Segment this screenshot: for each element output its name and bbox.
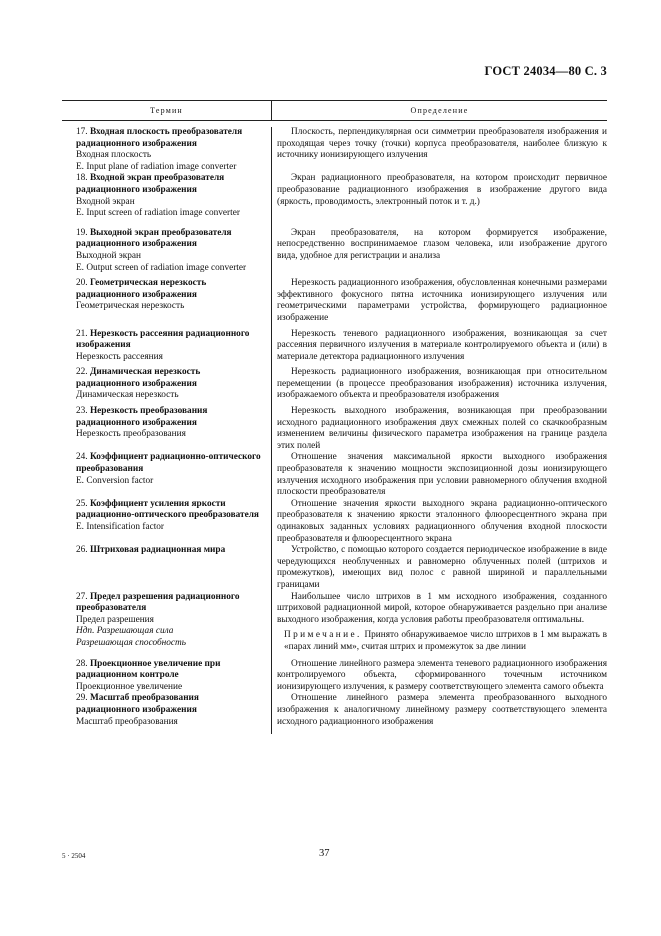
term-number: 18.	[76, 173, 88, 184]
definition-text: Нерезкость теневого радиационного изображения, возникающая за счет рассеяния первичного излучения в материале контролируемого объекта и (или) в материале детектора радиационного излучения	[277, 328, 607, 362]
definition-note	[277, 630, 607, 653]
term-name: Входная плоскость преобразователя радиационного изображения	[76, 127, 243, 149]
table-row	[62, 367, 607, 402]
term-cell	[62, 329, 271, 364]
definition-cell	[271, 693, 607, 728]
term-number: 21.	[76, 328, 88, 339]
note-text: Принято обнаруживаемое число штрихов в 1 мм выражать в «парах линий мм», считая штрих и промежуток за две линии	[284, 630, 607, 652]
term-english: E. Conversion factor	[76, 475, 154, 486]
table-body	[62, 127, 607, 728]
page-number: 37	[319, 848, 330, 859]
table-row	[62, 659, 607, 694]
definition-text: Устройство, с помощью которого создается периодическое изображение в виде чередующихся необлученных и равномерно облученных полей (штрихов и промежутков), имеющих вид полос с равной шириной и параллельными границами	[277, 545, 607, 590]
table-row	[62, 693, 607, 728]
term-name: Входной экран преобразователя радиационного изображения	[76, 173, 225, 195]
term-english: E. Input screen of radiation image converter	[76, 208, 240, 219]
definition-text: Отношение линейного размера элемента преобразованного выходного изображения к аналогичному линейному размеру соответствующего элемента исходного радиационного изображения	[277, 693, 607, 727]
document-reference: ГОСТ 24034—80 С. 3	[484, 64, 607, 78]
term-english: E. Intensification factor	[76, 522, 165, 532]
term-cell	[62, 659, 271, 694]
note-label: Примечание.	[284, 630, 362, 641]
term-cell	[62, 367, 271, 402]
term-name: Нерезкость преобразования радиационного изображения	[76, 406, 208, 428]
term-cell	[62, 592, 271, 654]
term-cell	[62, 693, 271, 728]
term-number: 17.	[76, 127, 88, 137]
term-deprecated-synonym: Разрешающая способность	[76, 637, 186, 648]
term-number: 19.	[76, 227, 88, 238]
table-row	[62, 173, 607, 219]
term-deprecated-synonym: Ндп. Разрешающая сила	[76, 626, 174, 637]
term-synonym: Входная плоскость	[76, 150, 152, 161]
table-row	[62, 592, 607, 654]
term-name: Штриховая радиационная мира	[89, 545, 226, 556]
term-synonym: Нерезкость рассеяния	[76, 351, 163, 362]
term-cell	[62, 228, 271, 274]
term-english: E. Input plane of radiation image converter	[76, 161, 237, 172]
term-name: Масштаб преобразования радиационного изображения	[76, 693, 199, 715]
term-synonym: Масштаб преобразования	[76, 716, 178, 727]
term-number: 28.	[76, 658, 88, 669]
definition-cell	[271, 367, 607, 402]
table-row	[62, 545, 607, 591]
definition-cell	[271, 499, 607, 545]
column-header-term: Термин	[62, 101, 272, 120]
table-header	[62, 101, 607, 121]
definition-text: Экран радиационного преобразователя, на котором происходит первичное преобразование радиационного изображения в изображение другого вида (яркость, проводимость, электронный поток и т. д.)	[277, 173, 607, 207]
term-cell	[62, 278, 271, 324]
term-synonym: Входной экран	[76, 196, 135, 207]
definition-text: Отношение значения максимальной яркости выходного изображения преобразователя к значению мощности экспозиционной дозы ионизирующего излучения исходного изображения при условии равномерного облучения входной плоскости преобразователя	[277, 452, 607, 498]
term-synonym: Предел разрешения	[76, 614, 154, 625]
term-synonym: Выходной экран	[76, 250, 142, 261]
term-name: Предел разрешения радиационного преобразователя	[76, 591, 240, 614]
table-row	[62, 499, 607, 545]
definition-cell	[271, 452, 607, 498]
print-code: 5 · 2504	[62, 852, 86, 860]
definition-text: Плоскость, перпендикулярная оси симметрии преобразователя изображения и проходящая через точку (точки) корпуса преобразователя, наиболее близкую к источнику ионизирующего излучения	[277, 127, 607, 161]
term-name: Коэффициент радиационно-оптического преобразования	[76, 452, 261, 475]
term-cell	[62, 127, 271, 173]
definition-cell	[271, 173, 607, 219]
term-name: Проекционное увеличение при радиационном контроле	[76, 658, 221, 681]
term-cell	[62, 452, 271, 498]
definition-text: Экран преобразователя, на котором формируется изображение, непосредственно воспринимаемое глазом человека, или изображение другого вида, удобное для регистрации и анализа	[277, 227, 607, 261]
definition-text: Нерезкость выходного изображения, возникающая при преобразовании исходного радиационного изображения двух смежных полей со скачкообразным изменением величины физического параметра изображения на границе раздела этих полей	[277, 406, 607, 451]
term-cell	[62, 406, 271, 452]
term-number: 23.	[76, 406, 88, 417]
column-header-definition: Определение	[410, 106, 469, 115]
definition-cell	[271, 592, 607, 654]
term-name: Коэффициент усиления яркости радиационно-оптического преобразователя	[76, 498, 259, 521]
term-cell	[62, 499, 271, 545]
table-row	[62, 278, 607, 324]
term-name: Нерезкость рассеяния радиационного изображения	[76, 328, 250, 351]
definition-text: Нерезкость радиационного изображения, обусловленная конечными размерами эффективного фокусного пятна источника ионизирующего излучения или геометрическими параметрами устройства, формирующего радиационное изображение	[277, 278, 607, 323]
term-cell	[62, 545, 271, 591]
term-number: 27.	[76, 591, 88, 602]
table-row	[62, 452, 607, 498]
definition-cell	[271, 228, 607, 274]
term-name: Динамическая нерезкость радиационного изображения	[76, 367, 201, 389]
term-synonym: Проекционное увеличение	[76, 681, 183, 692]
term-name: Выходной экран преобразователя радиационного изображения	[76, 227, 232, 250]
term-number: 22.	[76, 367, 88, 378]
definition-cell	[271, 545, 607, 591]
term-synonym: Геометрическая нерезкость	[76, 301, 185, 312]
term-number: 29.	[76, 693, 88, 704]
definition-cell	[271, 127, 607, 173]
definition-cell	[271, 278, 607, 324]
term-name: Геометрическая нерезкость радиационного изображения	[76, 278, 207, 300]
table-row	[62, 127, 607, 173]
term-number: 26.	[76, 545, 88, 556]
term-english: E. Output screen of radiation image converter	[76, 262, 247, 273]
table-row	[62, 329, 607, 364]
definition-cell	[271, 659, 607, 694]
definition-text: Наибольшее число штрихов в 1 мм исходного изображения, созданного штриховой радиационной мирой, которое обнаруживается раздельно при анализе выходного изображения, когда условия работы преобразователя оптимальны.	[277, 591, 607, 625]
term-number: 20.	[76, 278, 88, 289]
table-row	[62, 228, 607, 274]
term-cell	[62, 173, 271, 219]
definition-text: Отношение линейного размера элемента теневого радиационного изображения контролируемого объекта, сформированного точечным источником ионизирующего излучения, к размеру соответствующего элемента самого объекта	[277, 658, 607, 692]
term-synonym: Нерезкость преобразования	[76, 429, 186, 440]
terms-table	[62, 100, 607, 728]
definition-text: Нерезкость радиационного изображения, возникающая при относительном перемещении (в процессе преобразования изображения) источника излучения, изображаемого объекта и преобразователя изображения	[277, 367, 607, 401]
definition-cell	[271, 329, 607, 364]
table-row	[62, 406, 607, 452]
term-synonym: Динамическая нерезкость	[76, 390, 179, 401]
term-number: 24.	[76, 452, 88, 463]
definition-text: Отношение значения яркости выходного экрана радиационно-оптического преобразователя к значению яркости эталонного флюоресцентного экрана при одинаковых заданных условиях радиационного облучения входной плоскости преобразователя и флюоресцентного экрана	[277, 498, 607, 544]
definition-cell	[271, 406, 607, 452]
term-number: 25.	[76, 498, 88, 509]
